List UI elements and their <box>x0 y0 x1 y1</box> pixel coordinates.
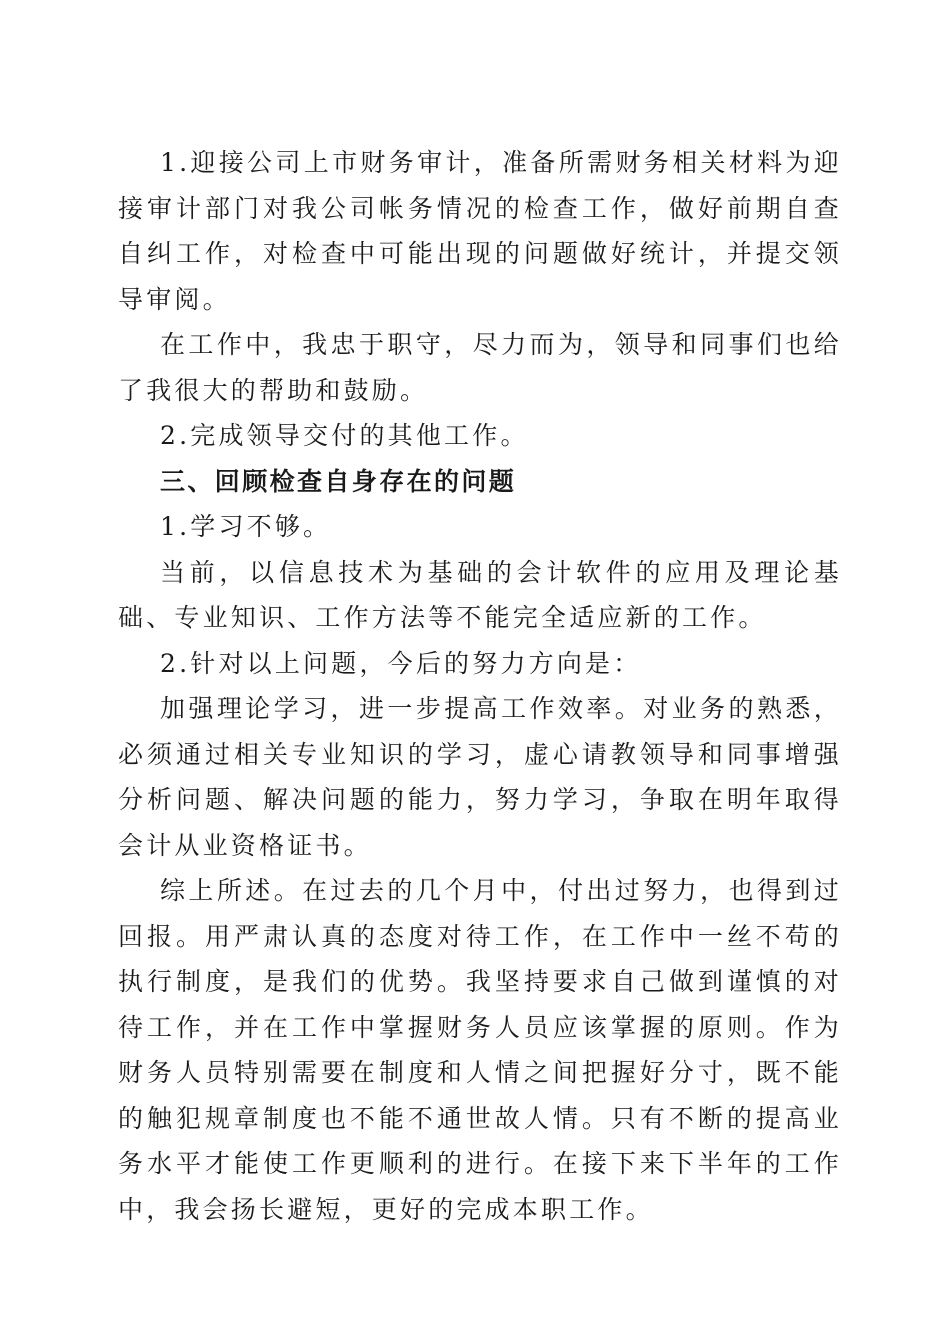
section-heading-review-problems: 三、回顾检查自身存在的问题 <box>160 466 517 496</box>
paragraph-audit-preparation: 1.迎接公司上市财务审计，准备所需财务相关材料为迎接审计部门对我公司帐务情况的检查工作，做好前期自查自纠工作，对检查中可能出现的问题做好统计，并提交领导审阅。 <box>118 148 842 314</box>
paragraph-insufficient-study: 1.学习不够。 <box>160 512 332 541</box>
document-body <box>118 140 842 1232</box>
paragraph-summary: 综上所述。在过去的几个月中，付出过努力，也得到过回报。用严肃认真的态度对待工作，在工作中一丝不苟的执行制度，是我们的优势。我坚持要求自己做到谨慎的对待工作，并在工作中掌握财务人员应该掌握的原则。作为财务人员特别需要在制度和人情之间把握好分寸，既不能的触犯规章制度也不能不通世故人情。只有不断的提高业务水平才能使工作更顺利的进行。在接下来下半年的工作中，我会扬长避短，更好的完成本职工作。 <box>118 876 842 1224</box>
paragraph-future-direction: 2.针对以上问题，今后的努力方向是： <box>160 648 642 678</box>
paragraph-dedication: 在工作中，我忠于职守，尽力而为，领导和同事们也给了我很大的帮助和鼓励。 <box>118 330 842 405</box>
paragraph-other-tasks: 2.完成领导交付的其他工作。 <box>160 421 529 450</box>
paragraph-current-situation: 当前，以信息技术为基础的会计软件的应用及理论基础、专业知识、工作方法等不能完全适应新的工作。 <box>118 557 842 632</box>
paragraph-strengthen-learning: 加强理论学习，进一步提高工作效率。对业务的熟悉，必须通过相关专业知识的学习，虚心请教领导和同事增强分析问题、解决问题的能力，努力学习，争取在明年取得会计从业资格证书。 <box>118 694 842 860</box>
